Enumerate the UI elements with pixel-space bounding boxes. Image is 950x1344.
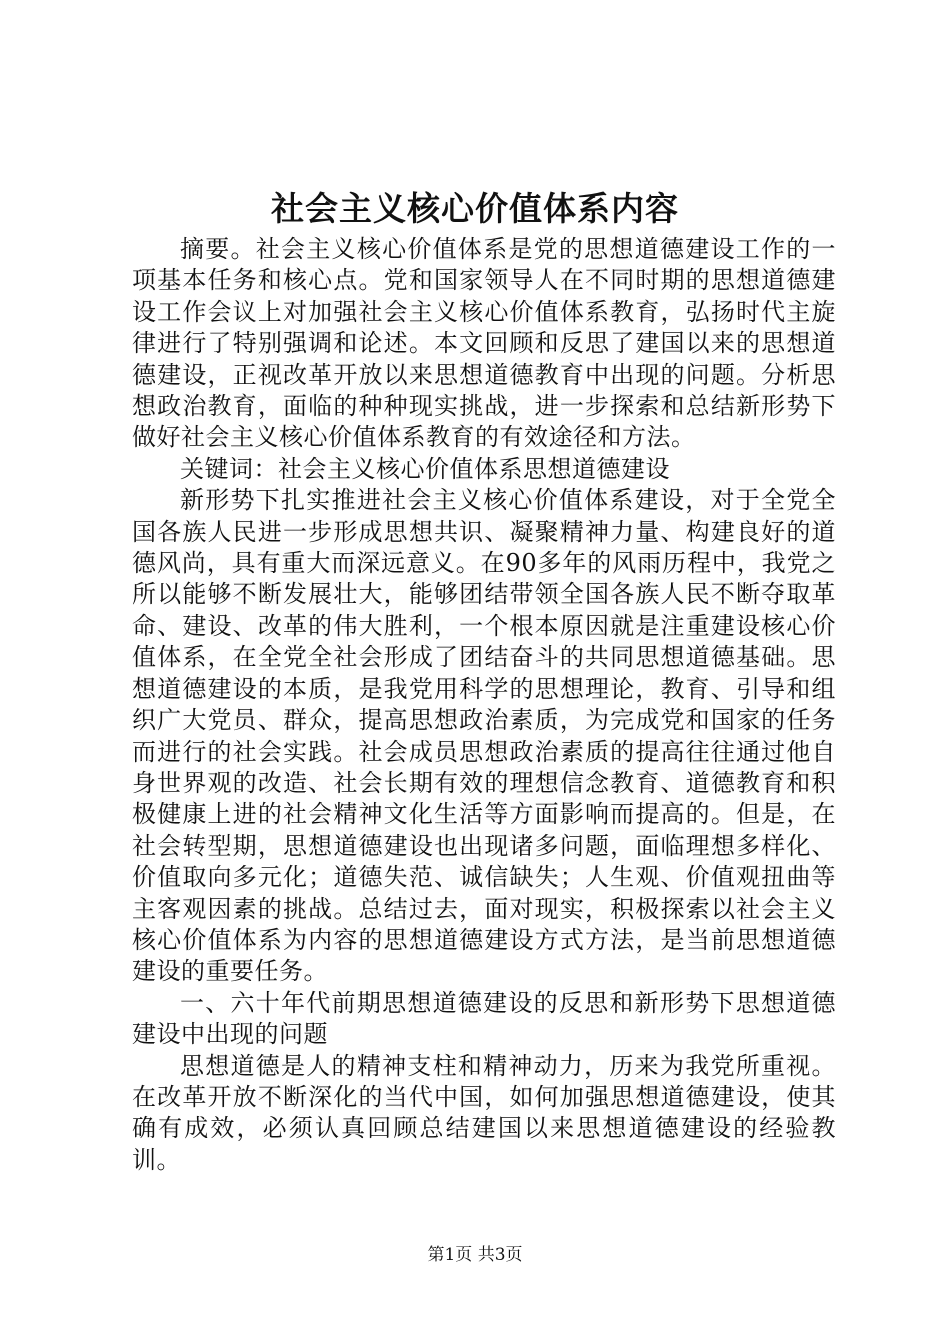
body-paragraph: 思想道德是人的精神支柱和精神动力，历来为我党所重视。在改革开放不断深化的当代中国，如何加强思想道德建设，使其确有成效，必须认真回顾总结建国以来思想道德建设的经验教训。 bbox=[132, 1051, 836, 1174]
body-paragraph: 新形势下扎实推进社会主义核心价值体系建设，对于全党全国各族人民进一步形成思想共识、凝聚精神力量、构建良好的道德风尚，具有重大而深远意义。在90多年的风雨历程中，我党之所以能够不断发展壮大，能够团结带领全国各族人民不断夺取革命、建设、改革的伟大胜利，一个根本原因就是注重建设核心价值体系，在全党全社会形成了团结奋斗的共同思想道德基础。思想道德建设的本质，是我党用科学的思想理论，教育、引导和组织广大党员、群众，提高思想政治素质，为完成党和国家的任务而进行的社会实践。社会成员思想政治素质的提高往往通过他自身世界观的改造、社会长期有效的理想信念教育、道德教育和积极健康上进的社会精神文化生活等方面影响而提高的。但是，在社会转型期，思想道德建设也出现诸多问题，面临理想多样化、价值取向多元化；道德失范、诚信缺失；人生观、价值观扭曲等主客观因素的挑战。总结过去，面对现实，积极探索以社会主义核心价值体系为内容的思想道德建设方式方法，是当前思想道德建设的重要任务。 bbox=[132, 486, 836, 986]
abstract-paragraph: 摘要。社会主义核心价值体系是党的思想道德建设工作的一项基本任务和核心点。党和国家领导人在不同时期的思想道德建设工作会议上对加强社会主义核心价值体系教育，弘扬时代主旋律进行了特别强调和论述。本文回顾和反思了建国以来的思想道德建设，正视改革开放以来思想道德教育中出现的问题。分析思想政治教育，面临的种种现实挑战，进一步探索和总结新形势下做好社会主义核心价值体系教育的有效途径和方法。 bbox=[132, 235, 836, 452]
section-heading: 一、六十年代前期思想道德建设的反思和新形势下思想道德建设中出现的问题 bbox=[132, 988, 836, 1049]
page-number-footer: 第1页 共3页 bbox=[427, 1245, 523, 1265]
keywords-paragraph: 关键词：社会主义核心价值体系思想道德建设 bbox=[180, 454, 670, 483]
document-title: 社会主义核心价值体系内容 bbox=[271, 189, 679, 228]
document-body bbox=[132, 234, 836, 1176]
